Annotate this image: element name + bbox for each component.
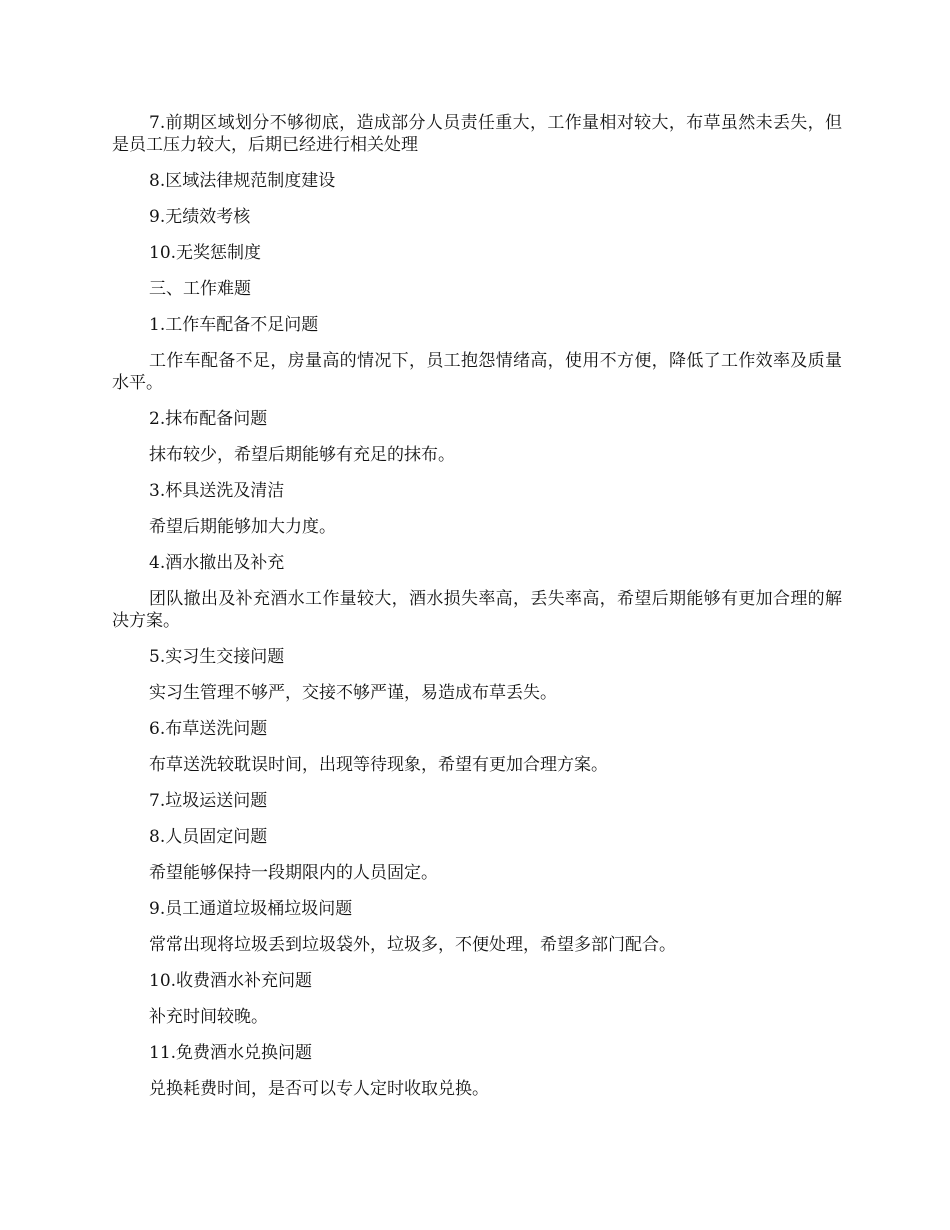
problem-detail-8: 希望能够保持一段期限内的人员固定。: [149, 863, 438, 883]
problem-heading-8: 8.人员固定问题: [149, 827, 268, 847]
problem-detail-4: 团队撤出及补充酒水工作量较大，酒水损失率高，丢失率高，希望后期能够有更加合理的解决方案。: [112, 589, 842, 631]
problem-heading-1: 1.工作车配备不足问题: [149, 315, 319, 335]
problem-detail-6: 布草送洗较耽误时间，出现等待现象，希望有更加合理方案。: [149, 755, 608, 775]
problem-heading-5: 5.实习生交接问题: [149, 647, 285, 667]
problem-detail-10: 补充时间较晚。: [149, 1007, 268, 1027]
document-body: [112, 112, 842, 1114]
problem-heading-3: 3.杯具送洗及清洁: [149, 481, 285, 501]
paragraph-8-rules-building: 8.区域法律规范制度建设: [149, 171, 336, 191]
problem-heading-4: 4.酒水撤出及补充: [149, 553, 285, 573]
problem-heading-7: 7.垃圾运送问题: [149, 791, 268, 811]
problem-detail-9: 常常出现将垃圾丢到垃圾袋外，垃圾多，不便处理，希望多部门配合。: [149, 935, 676, 955]
section-heading-work-problems: 三、工作难题: [149, 279, 251, 299]
problem-heading-6: 6.布草送洗问题: [149, 719, 268, 739]
problem-detail-3: 希望后期能够加大力度。: [149, 517, 336, 537]
problem-detail-5: 实习生管理不够严，交接不够严谨，易造成布草丢失。: [149, 683, 557, 703]
problem-heading-2: 2.抹布配备问题: [149, 409, 268, 429]
problem-heading-10: 10.收费酒水补充问题: [149, 971, 313, 991]
problem-detail-1: 工作车配备不足，房量高的情况下，员工抱怨情绪高，使用不方便，降低了工作效率及质量水平。: [112, 351, 842, 393]
problem-heading-9: 9.员工通道垃圾桶垃圾问题: [149, 899, 353, 919]
problem-heading-11: 11.免费酒水兑换问题: [149, 1043, 313, 1063]
paragraph-9-no-performance-review: 9.无绩效考核: [149, 207, 251, 227]
paragraph-7-zone-division: 7.前期区域划分不够彻底，造成部分人员责任重大，工作量相对较大，布草虽然未丢失，但是员工压力较大，后期已经进行相关处理: [112, 113, 842, 155]
paragraph-10-no-reward-system: 10.无奖惩制度: [149, 243, 262, 263]
problem-detail-11: 兑换耗费时间，是否可以专人定时收取兑换。: [149, 1079, 489, 1099]
problem-detail-2: 抹布较少，希望后期能够有充足的抹布。: [149, 445, 455, 465]
